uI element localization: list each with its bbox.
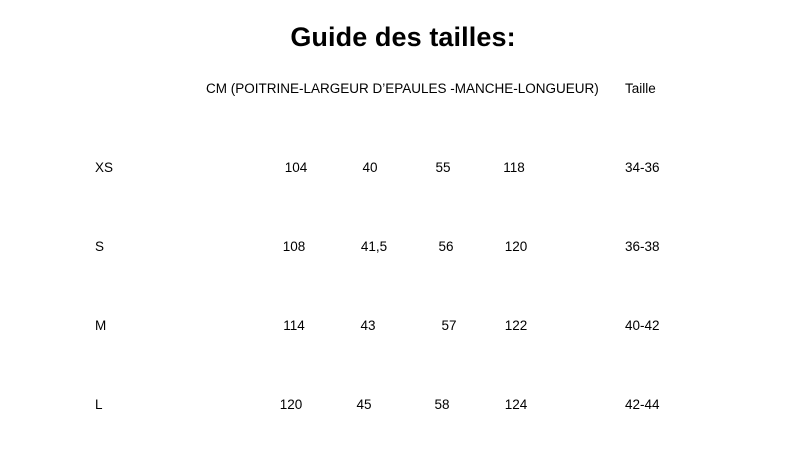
taille-value: 40-42 <box>625 318 660 333</box>
length-value: 124 <box>504 397 528 412</box>
page-title: Guide des tailles: <box>290 22 516 52</box>
taille-header: Taille <box>625 81 656 96</box>
taille-value: 42-44 <box>625 397 660 412</box>
size-label: M <box>95 318 107 333</box>
length-value: 122 <box>504 318 528 333</box>
shoulder-width-value: 45 <box>356 397 372 412</box>
size-row-s <box>0 239 800 259</box>
sleeve-value: 55 <box>435 160 451 175</box>
chest-value: 120 <box>279 397 303 412</box>
taille-value: 36-38 <box>625 239 660 254</box>
chest-value: 114 <box>283 318 305 333</box>
measures-header: CM (POITRINE-LARGEUR D’EPAULES -MANCHE-LONGUEUR) <box>206 81 599 96</box>
size-row-m <box>0 318 800 338</box>
length-value: 120 <box>504 239 528 254</box>
sleeve-value: 56 <box>438 239 454 254</box>
size-label: XS <box>95 160 114 175</box>
sleeve-value: 57 <box>441 318 457 333</box>
chest-value: 104 <box>284 160 308 175</box>
shoulder-width-value: 43 <box>360 318 376 333</box>
size-row-l <box>0 397 800 417</box>
sleeve-value: 58 <box>434 397 450 412</box>
size-row-xs <box>0 160 800 180</box>
shoulder-width-value: 41,5 <box>360 239 388 254</box>
chest-value: 108 <box>282 239 306 254</box>
length-value: 118 <box>503 160 525 175</box>
size-label: S <box>95 239 105 254</box>
shoulder-width-value: 40 <box>362 160 378 175</box>
taille-value: 34-36 <box>625 160 660 175</box>
size-label: L <box>95 397 103 412</box>
